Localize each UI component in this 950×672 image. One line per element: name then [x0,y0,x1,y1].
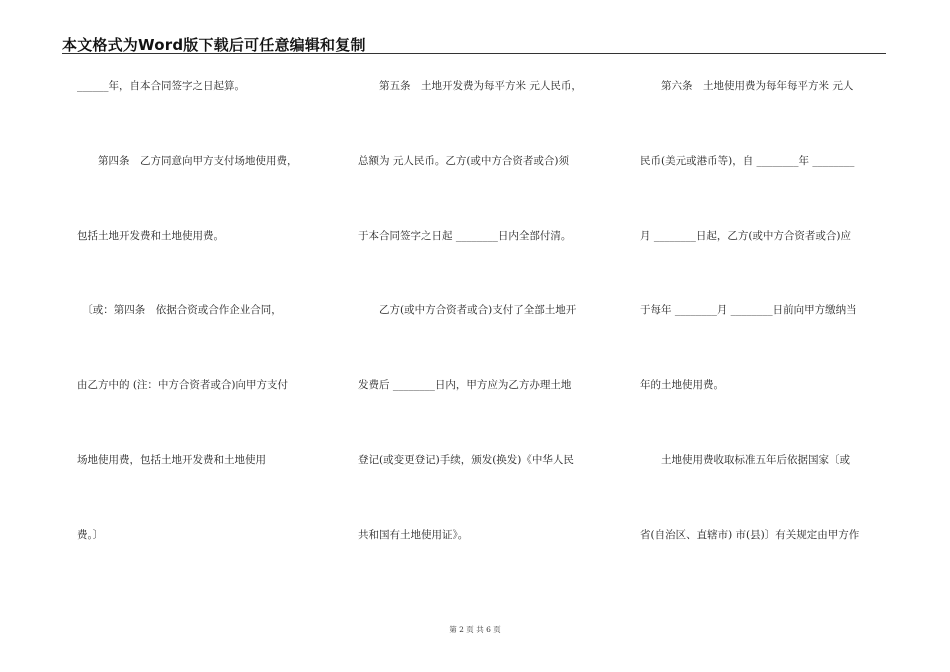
paragraph-line: 乙方(或中方合资者或合)支付了全部土地开 [358,304,577,316]
paragraph-line: 第四条 乙方同意向甲方支付场地使用费， [77,155,298,167]
paragraph-line: 总额为 元人民币。乙方(或中方合资者或合)须 [358,155,570,167]
paragraph-line: 〔或：第四条 依据合资或合作企业合同， [77,304,282,316]
paragraph-line: 月 ________日起，乙方(或中方合资者或合)应 [640,230,852,242]
paragraph-line: 发费后 ________日内，甲方应为乙方办理土地 [358,379,572,391]
paragraph-line: 费。〕 [77,529,104,541]
paragraph-line: 第六条 土地使用费为每年每平方米 元人 [640,80,854,92]
paragraph-line: 包括土地开发费和土地使用费。 [77,230,224,242]
paragraph-line: 登记(或变更登记)手续，颁发(换发)《中华人民 [358,454,574,466]
header-divider [62,53,886,54]
document-header-title: 本文格式为Word版下载后可任意编辑和复制 [62,36,366,54]
paragraph-line: 第五条 土地开发费为每平方米 元人民币， [358,80,582,92]
paragraph-line: 共和国有土地使用证》。 [358,529,469,541]
page-number: 第 2 页 共 6 页 [449,625,501,634]
paragraph-line: 民币(美元或港币等)，自 ________年 ________ [640,155,855,167]
paragraph-line: ______年，自本合同签字之日起算。 [77,80,245,92]
paragraph-line: 省(自治区、直辖市) 市(县)〕有关规定由甲方作 [640,529,860,541]
paragraph-line: 由乙方中的 (注：中方合资者或合)向甲方支付 [77,379,289,391]
paragraph-line: 年的土地使用费。 [640,379,724,391]
paragraph-line: 土地使用费收取标准五年后依据国家〔或 [640,454,850,466]
paragraph-line: 场地使用费，包括土地开发费和土地使用 [77,454,266,466]
paragraph-line: 于每年 ________月 ________日前向甲方缴纳当 [640,304,857,316]
paragraph-line: 于本合同签字之日起 ________日内全部付清。 [358,230,572,242]
